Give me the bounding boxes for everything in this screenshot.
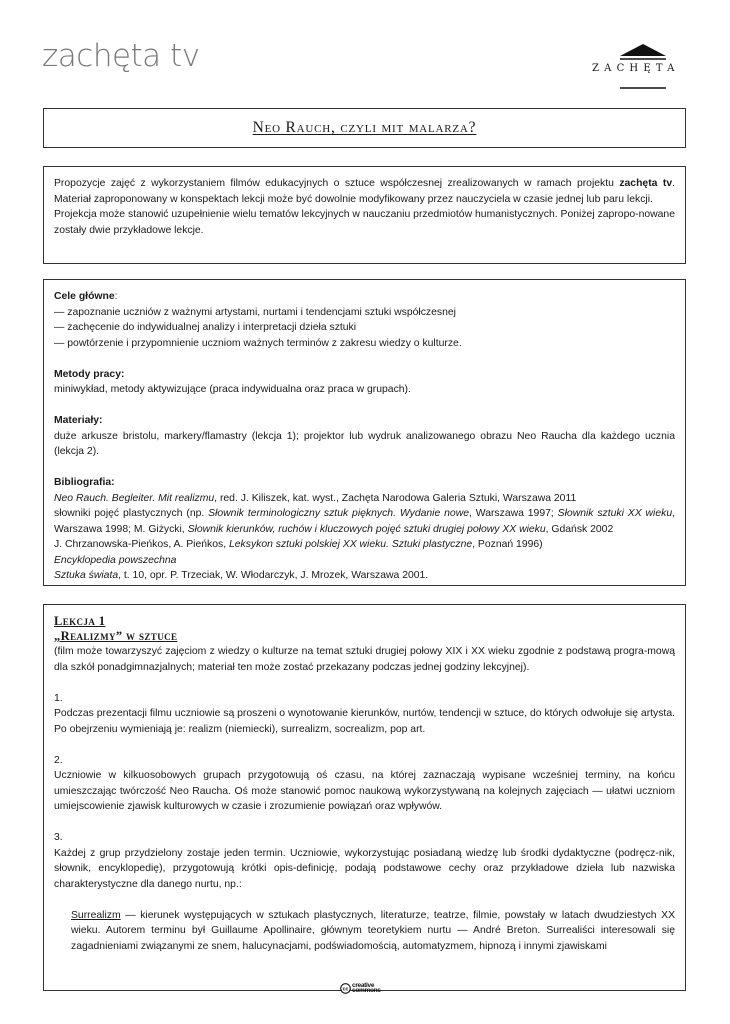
bib-title: Sztuka świata (54, 570, 119, 581)
intro-paragraph-1 (54, 176, 675, 207)
svg-text:cc: cc (342, 986, 349, 993)
bib-details: , Warszawa 1998; M. Giżycki, (54, 508, 676, 535)
bib-title: Słownik sztuki XX wieku (557, 508, 673, 519)
bib-title: Leksykon sztuki polskiej XX wieku. Sztuki plastyczne (229, 539, 473, 550)
logo-text: ZACHĘTA (592, 63, 680, 74)
goals-colon: : (114, 291, 118, 302)
project-name: zachęta tv (619, 178, 673, 189)
bibliography-entry (54, 491, 675, 507)
bibliography-entry (54, 506, 675, 537)
goals-heading (54, 289, 675, 305)
goals-label: Cele główne (54, 291, 115, 302)
goal-item: — powtórzenie i przypomnienie uczniom ważnych terminów z zakresu wiedzy o kulturze. (54, 337, 462, 349)
term-name: Surrealizm (71, 909, 121, 921)
lesson-info-box (43, 279, 686, 586)
creative-commons-badge (340, 982, 381, 994)
page-title: Neo Rauch, czyli mit malarza? (252, 119, 477, 136)
step-number: 3. (54, 832, 63, 843)
lesson-subheading: „Realizmy” w sztuce (54, 629, 178, 643)
brand-name: zachęta tv (42, 38, 200, 74)
bib-details: , red. J. Kiliszek, kat. wyst., Zachęta Narodowa Galeria Sztuki, Warszawa 2011 (214, 492, 577, 504)
term-definition (54, 908, 675, 955)
bib-details: , Poznań 1996) (472, 539, 543, 550)
term-text: — kierunek występujących w sztukach plastycznych, literaturze, teatrze, filmie, powstały w latach dwudziestych XX wieku. Autorem terminu był Guillaume Apollinaire, głównym teoretykiem nurtu — André Breton. Surrealiści interesowali się zagadnieniami związanymi ze snem, halucynacjami, podświadomością, automatyzmem, hipnozą i innymi zjawiskami (71, 909, 675, 952)
title-box (43, 108, 686, 148)
goal-item: — zapoznanie uczniów z ważnymi artystami, nurtami i tendencjami sztuki współczesnej (54, 306, 456, 318)
cc-line-2: commons (352, 987, 381, 994)
bib-details: , t. 10, opr. P. Trzeciak, W. Włodarczyk, J. Mrozek, Warszawa 2001. (118, 570, 429, 581)
lesson-1-box (43, 604, 686, 991)
step-text: Uczniowie w kilkuosobowych grupach przygotowują oś czasu, na której zaznaczają wypisane wcześniej terminy, na końcu umieszczając twórczość Neo Raucha. Oś może stanowić pomoc naukową wykorzystywaną na kolejnych zajęciach — ułatwi uczniom umiejscowienie zjawisk kulturowych w czasie i zrozumienie powiązań oraz wpływów. (54, 770, 675, 812)
bib-details: słowniki pojęć plastycznych (np. (54, 508, 209, 519)
bib-title: Słownik terminologiczny sztuk pięknych. Wydanie nowe (208, 508, 469, 519)
step-number: 2. (54, 754, 63, 766)
intro-box (43, 166, 686, 264)
step-text: Podczas prezentacji filmu uczniowie są proszeni o wynotowanie kierunków, nurtów, tendencji w sztuce, do których odwołuje się artysta. Po obejrzeniu wymieniają je: realizm (niemiecki), surrealizm, socrealizm, pop art. (54, 708, 675, 735)
materials-text: duże arkusze bristolu, markery/flamastry (lekcja 1); projektor lub wydruk analizowanego obrazu Neo Raucha dla każdego ucznia (lekcja 2). (54, 430, 675, 457)
bib-details: , Gdańsk 2002 (545, 523, 614, 535)
bib-title: Słownik kierunków, ruchów i kluczowych pojęć sztuki drugiej połowy XX wieku (187, 523, 546, 535)
step-text: Każdej z grup przydzielony zostaje jeden termin. Uczniowie, wykorzystując posiadaną wiedzę lub środki dydaktyczne (podręcz-nik, słownik, encyklopedię), przygotowują krótki opis-definicję, podają podstawowe cechy oraz przykładowe dzieła lub nazwiska charakterystyczne dla danego nurtu, np.: (54, 847, 675, 890)
bibliography-entry (54, 568, 675, 584)
goal-item: — zachęcenie do indywidualnej analizy i interpretacji dzieła sztuki (54, 322, 357, 333)
methods-label: Metody pracy: (54, 368, 125, 380)
bib-details: , Warszawa 1997; (469, 508, 558, 519)
methods-text: miniwykład, metody aktywizujące (praca indywidualna oraz praca w grupach). (54, 384, 411, 395)
cc-line-1: creative (352, 981, 375, 989)
cc-label (352, 983, 381, 994)
bibliography-entry (54, 537, 675, 553)
bibliography-label: Bibliografia: (54, 477, 115, 488)
intro-text-cont: . Materiał zaproponowany w konspektach lekcji może być dowolnie modyfikowany przez nauczyciela w czasie jednej lub paru lekcji. (54, 178, 675, 205)
materials-label: Materiały: (54, 415, 103, 426)
intro-paragraph-2: Projekcja może stanowić uzupełnienie wielu tematów lekcyjnych w nauczaniu przedmiotów humanistycznych. Poniżej zapropo-nowane zostały dwie przykładowe lekcje. (54, 209, 675, 236)
bibliography-entry: Encyklopedia powszechna (54, 554, 177, 566)
step-number: 1. (54, 692, 63, 704)
lesson-intro: (film może towarzyszyć zajęciom z wiedzy o kulturze na temat sztuki drugiej połowy XIX i XX wieku zgodnie z podstawą progra-mową dla szkół ponadgimnazjalnych; materiał ten może zostać przekazany podczas jednej godziny lekcyjnej). (54, 646, 675, 673)
bib-title: Neo Rauch. Begleiter. Mit realizmu (54, 492, 215, 504)
lesson-heading: Lekcja 1 (54, 614, 106, 628)
zacheta-logo (592, 42, 688, 90)
bib-details: J. Chrzanowska-Pieńkos, A. Pieńkos, (54, 539, 229, 550)
intro-text: Propozycje zajęć z wykorzystaniem filmów edukacyjnych o sztuce współczesnej zrealizowanych w ramach projektu (54, 178, 620, 189)
creative-commons-icon (340, 983, 351, 994)
